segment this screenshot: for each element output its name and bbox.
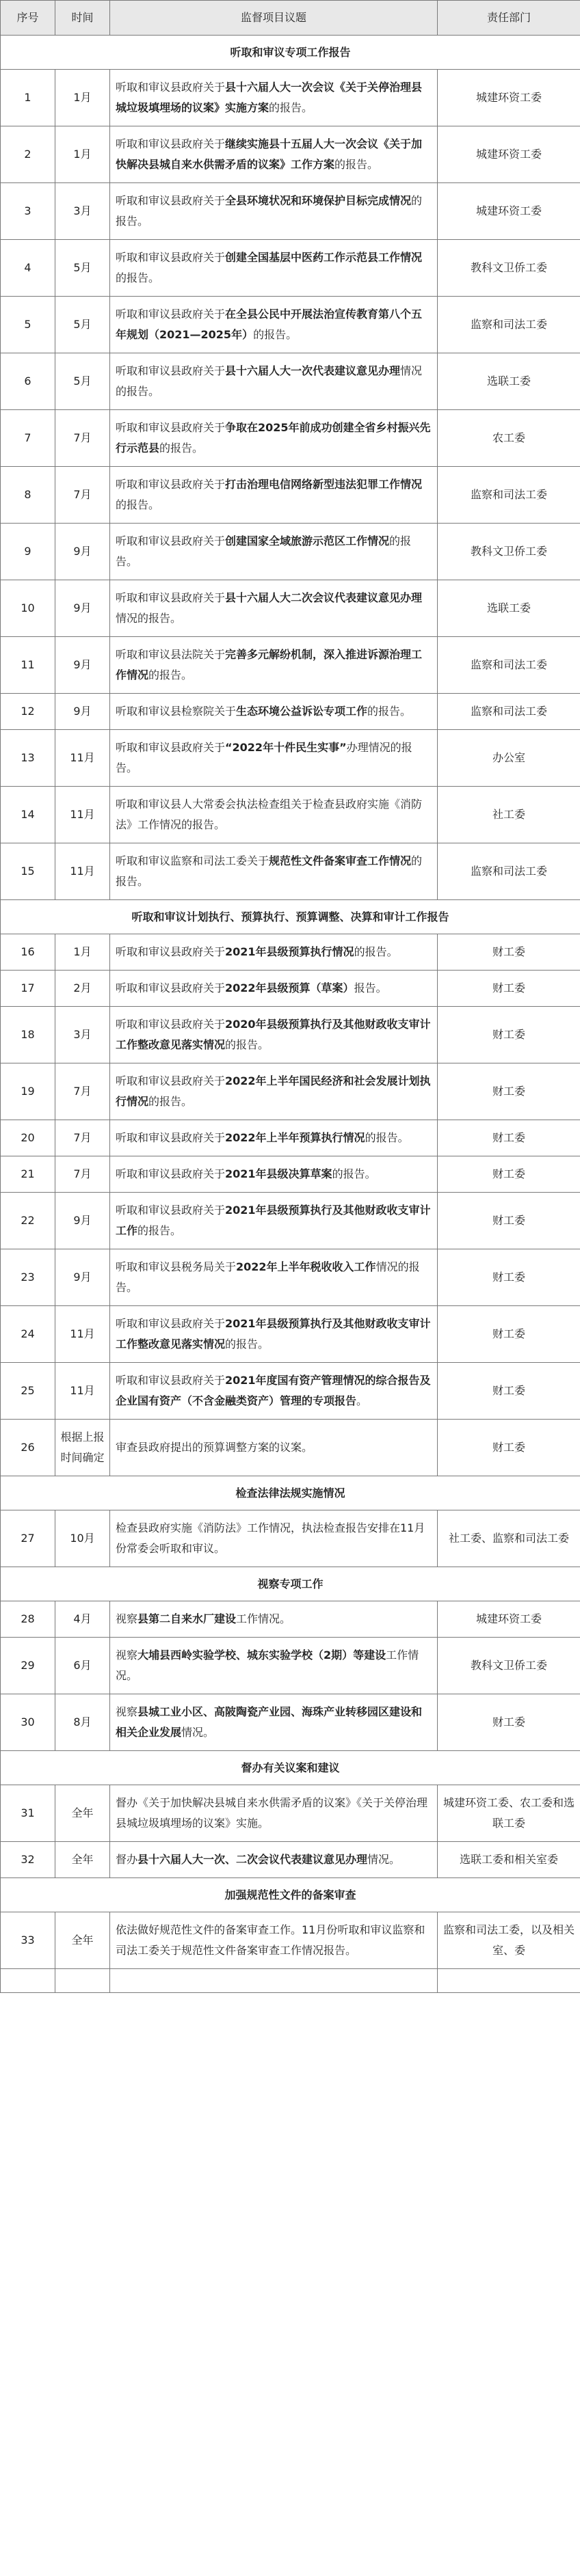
row-department: 财工委 (438, 1007, 580, 1063)
row-department: 城建环资工委 (438, 183, 580, 240)
topic-pre-text: 依法做好规范性文件的备案审查工作。11月份听取和审议监察和司法工委关于规范性文件备案审查工作情况报告。 (116, 1923, 425, 1957)
row-number: 7 (1, 410, 55, 467)
row-topic (110, 1638, 438, 1694)
row-time: 4月 (55, 1601, 110, 1638)
row-time: 11月 (55, 843, 110, 900)
topic-pre-text: 听取和审议县税务局关于 (116, 1260, 237, 1273)
table-footer-gap (0, 1969, 580, 1993)
topic-pre-text: 听取和审议县政府关于 (116, 1131, 226, 1144)
row-topic (110, 637, 438, 694)
row-time: 全年 (55, 1842, 110, 1878)
topic-bold-text: 创建全国基层中医药工作示范县工作情况 (225, 251, 423, 264)
row-number: 31 (1, 1785, 55, 1842)
topic-post-text: 的报告。 (367, 705, 412, 718)
topic-pre-text: 视察 (116, 1649, 138, 1662)
row-topic (110, 1306, 438, 1363)
row-topic (110, 971, 438, 1007)
row-department: 城建环资工委 (438, 126, 580, 183)
row-department: 办公室 (438, 730, 580, 787)
topic-post-text: 情况。 (181, 1726, 215, 1739)
row-time: 7月 (55, 467, 110, 524)
row-department: 监察和司法工委 (438, 297, 580, 353)
topic-post-text: 的报告。 (253, 328, 298, 341)
topic-bold-text: 在全县公民中开展法治宣传教育第八个五年规划（2021—2025年） (116, 308, 423, 341)
row-number: 2 (1, 126, 55, 183)
row-time: 10月 (55, 1510, 110, 1567)
section-title: 督办有关议案和建议 (1, 1751, 580, 1785)
table-row (1, 1638, 580, 1694)
topic-pre-text: 审查县政府提出的预算调整方案的议案。 (116, 1441, 313, 1454)
row-department: 农工委 (438, 410, 580, 467)
topic-post-text: 。 (356, 1394, 368, 1407)
topic-bold-text: 2022年县级预算（草案） (225, 981, 354, 994)
topic-pre-text: 听取和审议县政府关于 (116, 364, 226, 377)
row-department: 财工委 (438, 1156, 580, 1193)
topic-bold-text: 2022年上半年预算执行情况 (225, 1131, 365, 1144)
section-header-row (1, 36, 580, 70)
row-department: 财工委 (438, 1249, 580, 1306)
table-row (1, 1306, 580, 1363)
table-row (1, 1007, 580, 1063)
header-department: 责任部门 (438, 1, 580, 36)
section-header-row (1, 1476, 580, 1510)
row-time: 9月 (55, 580, 110, 637)
table-row (1, 1363, 580, 1420)
topic-bold-text: 2022年上半年国民经济和社会发展计划执行情况 (116, 1074, 431, 1108)
topic-pre-text: 督办 (116, 1853, 138, 1866)
topic-pre-text: 听取和审议县政府关于 (116, 308, 226, 321)
row-time: 3月 (55, 1007, 110, 1063)
row-time: 7月 (55, 1063, 110, 1120)
row-topic (110, 1120, 438, 1156)
topic-bold-text: “2022年十件民生实事” (225, 741, 347, 754)
row-time: 8月 (55, 1694, 110, 1751)
row-department: 教科文卫侨工委 (438, 524, 580, 580)
row-topic (110, 1007, 438, 1063)
topic-pre-text: 听取和审议监察和司法工委关于 (116, 854, 269, 867)
row-department: 社工委、监察和司法工委 (438, 1510, 580, 1567)
section-header-row (1, 1878, 580, 1912)
table-row (1, 70, 580, 126)
row-number: 19 (1, 1063, 55, 1120)
topic-pre-text: 督办《关于加快解决县城自来水供需矛盾的议案》《关于关停治理县城垃圾填埋场的议案》实施。 (116, 1796, 428, 1830)
topic-pre-text: 听取和审议县政府关于 (116, 1018, 226, 1031)
row-topic (110, 1912, 438, 1969)
topic-pre-text: 听取和审议县政府关于 (116, 1374, 226, 1387)
row-topic (110, 580, 438, 637)
topic-post-text: 的报告。 (116, 194, 423, 228)
row-number: 11 (1, 637, 55, 694)
row-topic (110, 1694, 438, 1751)
topic-post-text: 的报告。 (116, 271, 160, 284)
row-department: 财工委 (438, 1193, 580, 1249)
row-number: 29 (1, 1638, 55, 1694)
topic-post-text: 的报告。 (269, 101, 313, 114)
topic-pre-text: 听取和审议县检察院关于 (116, 705, 237, 718)
row-number: 12 (1, 694, 55, 730)
topic-bold-text: 完善多元解纷机制，深入推进诉源治理工作情况 (116, 648, 423, 681)
row-department: 监察和司法工委，以及相关室、委 (438, 1912, 580, 1969)
row-time: 7月 (55, 1120, 110, 1156)
row-department: 财工委 (438, 1063, 580, 1120)
topic-pre-text: 视察 (116, 1612, 138, 1625)
topic-bold-text: 规范性文件备案审查工作情况 (269, 854, 412, 867)
row-topic (110, 183, 438, 240)
topic-bold-text: 县十六届人大一次、二次会议代表建议意见办理 (137, 1853, 368, 1866)
row-time: 1月 (55, 126, 110, 183)
row-department: 选联工委 (438, 353, 580, 410)
row-number: 32 (1, 1842, 55, 1878)
row-time: 全年 (55, 1912, 110, 1969)
row-department: 监察和司法工委 (438, 843, 580, 900)
topic-bold-text: 2021年县级预算执行及其他财政收支审计工作整改意见落实情况 (116, 1317, 431, 1351)
table-row (1, 240, 580, 297)
row-topic (110, 524, 438, 580)
row-department: 教科文卫侨工委 (438, 240, 580, 297)
row-time: 1月 (55, 934, 110, 971)
row-number: 10 (1, 580, 55, 637)
row-department: 财工委 (438, 1694, 580, 1751)
row-department: 城建环资工委、农工委和选联工委 (438, 1785, 580, 1842)
row-department: 监察和司法工委 (438, 694, 580, 730)
topic-bold-text: 生态环境公益诉讼专项工作 (236, 705, 368, 718)
topic-bold-text: 大埔县西岭实验学校、城东实验学校（2期）等建设 (137, 1649, 386, 1662)
table-row (1, 843, 580, 900)
row-topic (110, 467, 438, 524)
row-number: 16 (1, 934, 55, 971)
row-number: 17 (1, 971, 55, 1007)
row-topic (110, 843, 438, 900)
header-time: 时间 (55, 1, 110, 36)
row-number: 33 (1, 1912, 55, 1969)
topic-bold-text: 县十六届人大一次会议《关于关停治理县城垃圾填埋场的议案》实施方案 (116, 81, 423, 114)
section-header-row (1, 1567, 580, 1601)
table-row (1, 1193, 580, 1249)
table-row (1, 1842, 580, 1878)
row-time: 全年 (55, 1785, 110, 1842)
topic-post-text: 情况的报告。 (116, 612, 182, 625)
row-topic (110, 70, 438, 126)
topic-bold-text: 县十六届人大二次会议代表建议意见办理 (225, 591, 423, 604)
row-topic (110, 787, 438, 843)
table-row (1, 183, 580, 240)
topic-pre-text: 听取和审议县法院关于 (116, 648, 226, 661)
row-time: 5月 (55, 297, 110, 353)
topic-pre-text: 听取和审议县政府关于 (116, 194, 226, 207)
topic-post-text: 的报告。 (148, 668, 193, 681)
row-time: 7月 (55, 1156, 110, 1193)
topic-post-text: 的报告。 (354, 945, 398, 958)
topic-bold-text: 2021年县级决算草案 (225, 1167, 332, 1180)
row-time: 9月 (55, 524, 110, 580)
topic-pre-text: 检查县政府实施《消防法》工作情况，执法检查报告安排在11月份常委会听取和审议。 (116, 1521, 425, 1555)
header-topic: 监督项目议题 (110, 1, 438, 36)
topic-post-text: 的报告。 (137, 1224, 182, 1237)
table-row (1, 1694, 580, 1751)
row-number: 8 (1, 467, 55, 524)
topic-pre-text: 听取和审议县政府关于 (116, 137, 226, 150)
topic-post-text: 情况的报告。 (116, 1260, 420, 1294)
topic-post-text: 办理情况的报告。 (116, 741, 412, 774)
table-row (1, 637, 580, 694)
row-number: 6 (1, 353, 55, 410)
header-number: 序号 (1, 1, 55, 36)
row-department: 财工委 (438, 1120, 580, 1156)
topic-pre-text: 听取和审议县人大常委会执法检查组关于检查县政府实施《消防法》工作情况的报告。 (116, 798, 423, 831)
topic-post-text: 的报告。 (148, 1095, 193, 1108)
topic-pre-text: 听取和审议县政府关于 (116, 981, 226, 994)
topic-post-text: 工作情况。 (116, 1649, 419, 1682)
section-title: 视察专项工作 (1, 1567, 580, 1601)
topic-pre-text: 听取和审议县政府关于 (116, 945, 226, 958)
row-time: 9月 (55, 637, 110, 694)
row-department: 城建环资工委 (438, 70, 580, 126)
table-row (1, 1601, 580, 1638)
row-time: 根据上报时间确定 (55, 1420, 110, 1476)
row-number: 14 (1, 787, 55, 843)
row-department: 监察和司法工委 (438, 637, 580, 694)
row-department: 财工委 (438, 971, 580, 1007)
table-row (1, 787, 580, 843)
table-row (1, 1120, 580, 1156)
row-department: 城建环资工委 (438, 1601, 580, 1638)
topic-bold-text: 争取在2025年前成功创建全省乡村振兴先行示范县 (116, 421, 431, 455)
topic-bold-text: 县十六届人大一次代表建议意见办理 (225, 364, 401, 377)
table-row (1, 1063, 580, 1120)
topic-pre-text: 听取和审议县政府关于 (116, 478, 226, 491)
topic-post-text: 的报告。 (332, 1167, 376, 1180)
row-time: 9月 (55, 1249, 110, 1306)
row-time: 2月 (55, 971, 110, 1007)
table-row (1, 1912, 580, 1969)
row-topic (110, 934, 438, 971)
row-time: 6月 (55, 1638, 110, 1694)
row-topic (110, 730, 438, 787)
topic-post-text: 的报告。 (116, 534, 412, 568)
row-number: 30 (1, 1694, 55, 1751)
row-number: 26 (1, 1420, 55, 1476)
row-topic (110, 1842, 438, 1878)
row-department: 教科文卫侨工委 (438, 1638, 580, 1694)
row-time: 11月 (55, 787, 110, 843)
empty-row (1, 1969, 580, 1993)
row-topic (110, 1785, 438, 1842)
row-number: 3 (1, 183, 55, 240)
row-time: 11月 (55, 1306, 110, 1363)
table-row (1, 524, 580, 580)
topic-bold-text: 2022年上半年税收收入工作 (236, 1260, 376, 1273)
section-header-row (1, 1751, 580, 1785)
row-department: 财工委 (438, 1420, 580, 1476)
row-number: 27 (1, 1510, 55, 1567)
row-time: 5月 (55, 240, 110, 297)
topic-pre-text: 听取和审议县政府关于 (116, 1317, 226, 1330)
row-number: 18 (1, 1007, 55, 1063)
table-row (1, 1510, 580, 1567)
row-topic (110, 1363, 438, 1420)
topic-pre-text: 听取和审议县政府关于 (116, 1167, 226, 1180)
row-department: 选联工委 (438, 580, 580, 637)
topic-pre-text: 听取和审议县政府关于 (116, 741, 226, 754)
table-row (1, 1420, 580, 1476)
topic-bold-text: 继续实施县十五届人大一次会议《关于加快解决县城自来水供需矛盾的议案》工作方案 (116, 137, 423, 171)
topic-bold-text: 2020年县级预算执行及其他财政收支审计工作整改意见落实情况 (116, 1018, 431, 1051)
table-row (1, 1785, 580, 1842)
row-topic (110, 1601, 438, 1638)
section-header-row (1, 900, 580, 934)
topic-post-text: 的报告。 (159, 442, 204, 455)
table-row (1, 126, 580, 183)
topic-pre-text: 听取和审议县政府关于 (116, 1074, 226, 1087)
row-time: 7月 (55, 410, 110, 467)
row-department: 财工委 (438, 1363, 580, 1420)
topic-bold-text: 2021年度国有资产管理情况的综合报告及企业国有资产（不含金融类资产）管理的专项报告 (116, 1374, 431, 1407)
topic-pre-text: 听取和审议县政府关于 (116, 534, 226, 547)
row-time: 9月 (55, 694, 110, 730)
table-row (1, 353, 580, 410)
table-row (1, 934, 580, 971)
row-time: 3月 (55, 183, 110, 240)
topic-post-text: 的报告。 (225, 1338, 269, 1351)
table-header-row (1, 1, 580, 36)
section-title: 听取和审议专项工作报告 (1, 36, 580, 70)
table-row (1, 297, 580, 353)
table-row (1, 410, 580, 467)
section-title: 加强规范性文件的备案审查 (1, 1878, 580, 1912)
row-number: 28 (1, 1601, 55, 1638)
row-number: 22 (1, 1193, 55, 1249)
topic-bold-text: 创建国家全域旅游示范区工作情况 (225, 534, 390, 547)
topic-post-text: 的报告。 (116, 498, 160, 511)
row-topic (110, 1249, 438, 1306)
table-body (1, 36, 580, 1969)
table-row (1, 1249, 580, 1306)
topic-post-text: 情况。 (367, 1853, 401, 1866)
row-number: 15 (1, 843, 55, 900)
row-time: 1月 (55, 70, 110, 126)
row-topic (110, 353, 438, 410)
row-department: 社工委 (438, 787, 580, 843)
topic-post-text: 情况的报告。 (116, 364, 423, 398)
row-time: 11月 (55, 730, 110, 787)
topic-pre-text: 听取和审议县政府关于 (116, 421, 226, 434)
row-department: 财工委 (438, 934, 580, 971)
table-row (1, 694, 580, 730)
section-title: 听取和审议计划执行、预算执行、预算调整、决算和审计工作报告 (1, 900, 580, 934)
row-topic (110, 126, 438, 183)
topic-bold-text: 2021年县级预算执行及其他财政收支审计工作 (116, 1204, 431, 1237)
row-topic (110, 297, 438, 353)
row-department: 监察和司法工委 (438, 467, 580, 524)
topic-bold-text: 2021年县级预算执行情况 (225, 945, 354, 958)
row-time: 5月 (55, 353, 110, 410)
row-topic (110, 1156, 438, 1193)
row-number: 21 (1, 1156, 55, 1193)
row-topic (110, 1510, 438, 1567)
topic-pre-text: 视察 (116, 1705, 138, 1718)
topic-bold-text: 全县环境状况和环境保护目标完成情况 (225, 194, 412, 207)
row-topic (110, 1420, 438, 1476)
topic-pre-text: 听取和审议县政府关于 (116, 591, 226, 604)
row-time: 11月 (55, 1363, 110, 1420)
table-row (1, 1156, 580, 1193)
topic-post-text: 的报告。 (365, 1131, 409, 1144)
topic-bold-text: 县第二自来水厂建设 (137, 1612, 237, 1625)
row-number: 4 (1, 240, 55, 297)
row-topic (110, 410, 438, 467)
topic-pre-text: 听取和审议县政府关于 (116, 251, 226, 264)
row-number: 1 (1, 70, 55, 126)
topic-post-text: 的报告。 (334, 158, 379, 171)
row-department: 财工委 (438, 1306, 580, 1363)
row-number: 5 (1, 297, 55, 353)
row-number: 24 (1, 1306, 55, 1363)
table-row (1, 971, 580, 1007)
row-number: 23 (1, 1249, 55, 1306)
row-topic (110, 694, 438, 730)
topic-post-text: 的报告。 (116, 854, 423, 888)
section-title: 检查法律法规实施情况 (1, 1476, 580, 1510)
topic-bold-text: 打击治理电信网络新型违法犯罪工作情况 (225, 478, 423, 491)
topic-post-text: 报告。 (354, 981, 387, 994)
row-topic (110, 240, 438, 297)
table-row (1, 730, 580, 787)
topic-pre-text: 听取和审议县政府关于 (116, 1204, 226, 1217)
table-row (1, 580, 580, 637)
topic-post-text: 工作情况。 (236, 1612, 291, 1625)
row-topic (110, 1063, 438, 1120)
row-number: 25 (1, 1363, 55, 1420)
row-number: 13 (1, 730, 55, 787)
row-number: 20 (1, 1120, 55, 1156)
topic-bold-text: 县城工业小区、高陂陶瓷产业园、海珠产业转移园区建设和相关企业发展 (116, 1705, 423, 1739)
topic-post-text: 的报告。 (225, 1038, 269, 1051)
row-topic (110, 1193, 438, 1249)
row-number: 9 (1, 524, 55, 580)
row-department: 选联工委和相关室委 (438, 1842, 580, 1878)
table-row (1, 467, 580, 524)
row-time: 9月 (55, 1193, 110, 1249)
topic-pre-text: 听取和审议县政府关于 (116, 81, 226, 94)
